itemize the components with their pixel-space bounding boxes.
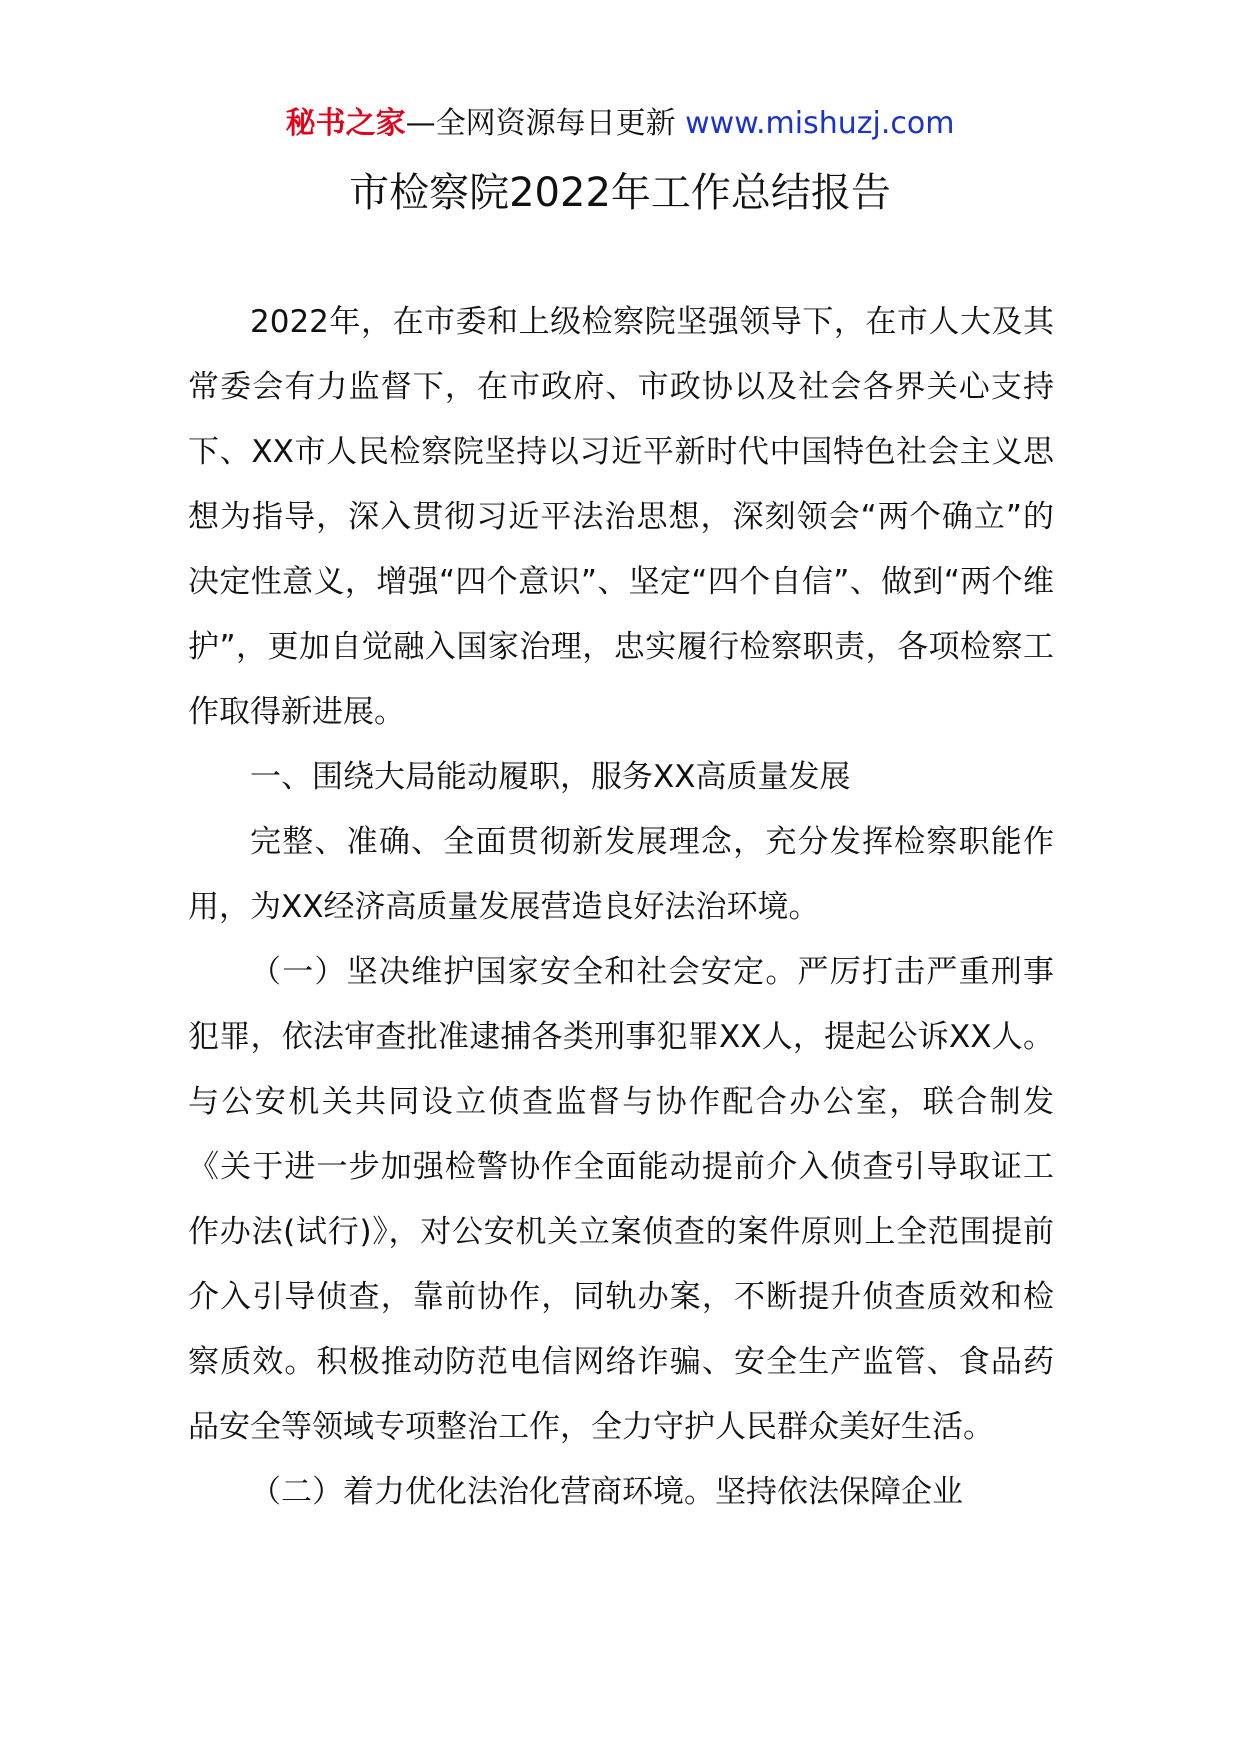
banner-slogan: —全网资源每日更新	[405, 106, 676, 141]
intro-paragraph: 2022年，在市委和上级检察院坚强领导下，在市人大及其常委会有力监督下，在市政府、市政协以及社会各界关心支持下、XX市人民检察院坚持以习近平新时代中国特色社会主义思想为指导，深入贯彻习近平法治思想，深刻领会“两个确立”的决定性意义，增强“四个意识”、坚定“四个自信”、做到“两个维护”，更加自觉融入国家治理，忠实履行检察职责，各项检察工作取得新进展。	[188, 304, 1054, 730]
site-banner	[0, 98, 1240, 150]
subsection-1-paragraph: （一）坚决维护国家安全和社会安定。严厉打击严重刑事犯罪，依法审查批准逮捕各类刑事犯罪XX人，提起公诉XX人。与公安机关共同设立侦查监督与协作配合办公室，联合制发《关于进一步加强检警协作全面能动提前介入侦查引导取证工作办法(试行)》，对公安机关立案侦查的案件原则上全范围提前介入引导侦查，靠前协作，同轨办案，不断提升侦查质效和检察质效。积极推动防范电信网络诈骗、安全生产监管、食品药品安全等领域专项整治工作，全力守护人民群众美好生活。	[188, 954, 1054, 1445]
section-1-paragraph: 完整、准确、全面贯彻新发展理念，充分发挥检察职能作用，为XX经济高质量发展营造良好法治环境。	[188, 824, 1054, 925]
document-title: 市检察院2022年工作总结报告	[349, 170, 891, 216]
banner-url-link[interactable]: www.mishuzj.com	[685, 106, 955, 141]
section-heading-1: 一、围绕大局能动履职，服务XX高质量发展	[250, 759, 851, 795]
banner-brand: 秘书之家	[285, 106, 406, 141]
subsection-2-paragraph: （二）着力优化法治化营商环境。坚持依法保障企业	[250, 1474, 963, 1510]
document-body	[188, 290, 1054, 1525]
